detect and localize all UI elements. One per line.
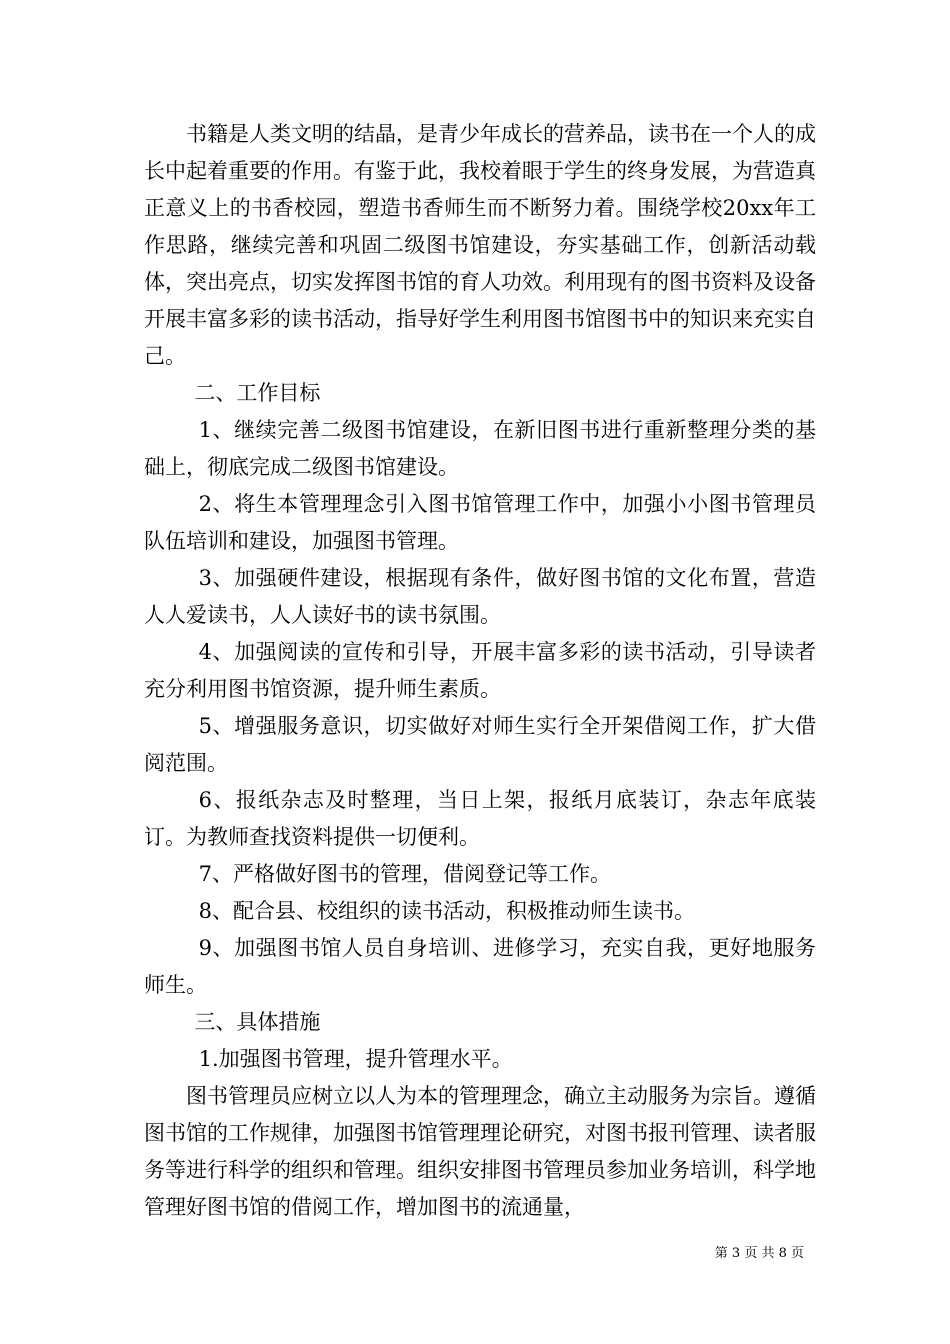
goal-item-6: 6、报纸杂志及时整理，当日上架，报纸月底装订，杂志年底装订。为教师查找资料提供一切便利。 [144, 788, 816, 849]
goal-item-4: 4、加强阅读的宣传和引导，开展丰富多彩的读书活动，引导读者充分利用图书馆资源，提升师生素质。 [144, 640, 816, 701]
section-heading-goals: 二、工作目标 [194, 381, 321, 405]
document-body [144, 116, 816, 1226]
goal-item-7: 7、严格做好图书的管理，借阅登记等工作。 [198, 862, 611, 886]
goal-item-5: 5、增强服务意识，切实做好对师生实行全开架借阅工作，扩大借阅范围。 [144, 714, 816, 775]
goal-item-9: 9、加强图书馆人员自身培训、进修学习，充实自我，更好地服务师生。 [144, 936, 816, 997]
page-number-footer: 第 3 页 共 8 页 [714, 1246, 804, 1261]
goal-item-8: 8、配合县、校组织的读书活动，积极推动师生读书。 [198, 899, 695, 923]
goal-item-1: 1、继续完善二级图书馆建设，在新旧图书进行重新整理分类的基础上，彻底完成二级图书馆建设。 [144, 418, 816, 479]
measure-paragraph-1: 图书管理员应树立以人为本的管理理念，确立主动服务为宗旨。遵循图书馆的工作规律，加强图书馆管理理论研究，对图书报刊管理、读者服务等进行科学的组织和管理。组织安排图书管理员参加业务培训，科学地管理好图书馆的借阅工作，增加图书的流通量， [144, 1084, 816, 1219]
goal-item-3: 3、加强硬件建设，根据现有条件，做好图书馆的文化布置，营造人人爱读书，人人读好书的读书氛围。 [144, 566, 816, 627]
goal-item-2: 2、将生本管理理念引入图书馆管理工作中，加强小小图书管理员队伍培训和建设，加强图书管理。 [144, 492, 816, 553]
section-heading-measures: 三、具体措施 [194, 1010, 321, 1034]
measure-subheading-1: 1.加强图书管理，提升管理水平。 [198, 1047, 513, 1071]
intro-paragraph: 书籍是人类文明的结晶，是青少年成长的营养品，读书在一个人的成长中起着重要的作用。有鉴于此，我校着眼于学生的终身发展，为营造真正意义上的书香校园，塑造书香师生而不断努力着。围绕学校20xx年工作思路，继续完善和巩固二级图书馆建设，夯实基础工作，创新活动载体，突出亮点，切实发挥图书馆的育人功效。利用现有的图书资料及设备开展丰富多彩的读书活动，指导好学生利用图书馆图书中的知识来充实自己。 [144, 122, 816, 368]
